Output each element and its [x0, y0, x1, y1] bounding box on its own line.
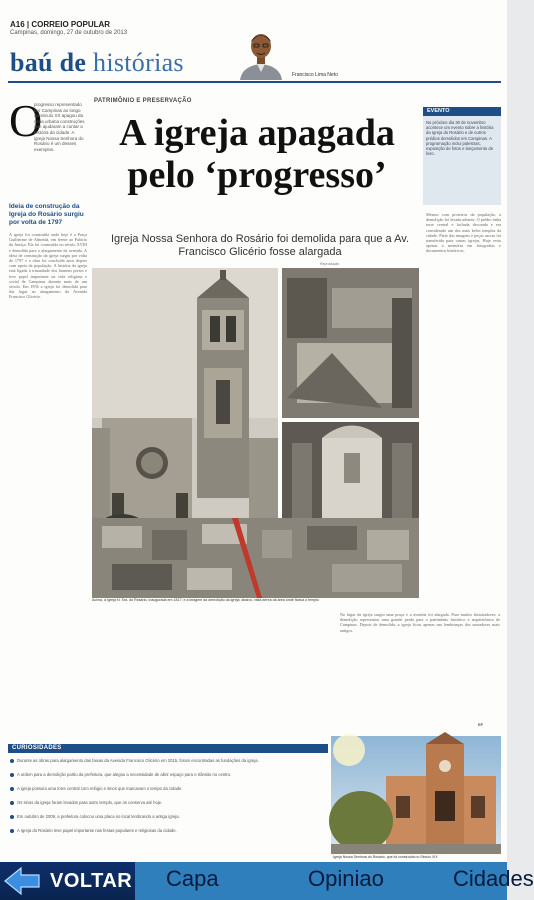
page-tag: EF: [478, 722, 484, 727]
article-column-2: Mesmo com protestos da população, a demolição foi levada adiante. O prédio tinha torre central e fachada decorada e era considerado um dos mais belos templos da cidade. Parte das imagens e peças sacras foi transferida para outras igrejas. Hoje resta apenas a memória em fotografias e documentos históricos.: [426, 212, 501, 254]
curiosidades-list: [10, 758, 328, 842]
aerial-photo: [92, 518, 419, 598]
back-arrow-icon[interactable]: [3, 866, 41, 896]
church-color-photo: [331, 736, 501, 854]
curiosidade-item: Em outubro de 2009, a prefeitura colocou uma placa no local lembrando a antiga igreja.: [10, 814, 328, 824]
masthead-rule: [8, 81, 501, 83]
author-portrait: [236, 26, 286, 80]
author-name: Francisco Lima Neto: [292, 72, 338, 78]
article-headline: [92, 112, 422, 196]
section-title-bold: baú de: [10, 48, 87, 77]
article-column-3: No lugar da igreja surgiu uma praça e a avenida foi alargada. Para muitos historiadores, a demolição representou uma grande perda para o patrimônio histórico e arquitetônico de Campinas. Depois de demolida, a igreja ficou apenas nas lembranças dos moradores mais antigos.: [340, 612, 500, 633]
column-subtitle: Ideia de construção da Igreja do Rosário surgiu por volta de 1797: [9, 203, 84, 226]
curiosidade-item: A igreja possuía uma torre central com relógio e sinos que marcavam o tempo da cidade.: [10, 786, 328, 796]
curiosidade-item: A Igreja do Rosário teve papel importante nas festas populares e religiosas da cidade.: [10, 828, 328, 838]
historical-photos: [92, 268, 419, 598]
article-kicker: PATRIMÔNIO E PRESERVAÇÃO: [94, 98, 192, 104]
article-column-1: A igreja foi construída onde hoje é a Praça Guilherme de Almeida, em frente ao Palácio da Justiça. Ela foi construída no século XVIII e demolida para o alargamento da avenida. A ideia de construção da igreja surgiu por volta de 1797 e a obra foi concluída anos depois com apoio da população. A história da igreja está ligada à irmandade dos homens pretos e teve papel importante na vida religiosa e social de Campinas durante mais de um século. Em 1956 a igreja foi demolida para dar lugar ao alargamento da Avenida Francisco Glicério.: [9, 232, 87, 300]
curiosidade-item: Os sinos da igreja foram levados para outro templo, que os conserva até hoje.: [10, 800, 328, 810]
bottom-photo-caption: Igreja Nossa Senhora do Rosário, que foi construída no Século XIX: [333, 855, 438, 859]
back-button-label[interactable]: VOLTAR: [50, 870, 133, 892]
curiosidades-label: CURIOSIDADES: [12, 745, 62, 751]
nav-item-cidades[interactable]: Cidades: [453, 866, 534, 891]
headline-line-2: pelo ‘progresso’: [127, 154, 387, 196]
nav-item-opiniao[interactable]: Opiniao: [308, 866, 384, 891]
section-title-light: histórias: [93, 48, 184, 77]
page-folio: [10, 20, 127, 36]
page-number: A16 | CORREIO POPULAR: [10, 20, 111, 29]
article-subhead: Igreja Nossa Senhora do Rosário foi demolida para que a Av. Francisco Glicério fosse alargada: [111, 233, 409, 258]
evento-text: No próximo dia 30 de novembro acontece um evento sobre a história da Igreja do Rosário e de outros prédios demolidos em Campinas. A programação inclui palestras, exposição de fotos e lançamento de livro.: [426, 120, 494, 157]
photo-caption: Acima, a Igreja N. Sra. do Rosário, inaugurada em 1817; e a imagem da demolição da igreja; abaixo, vista aérea da área onde ficava o templo: [92, 598, 319, 602]
drop-cap: O: [9, 95, 43, 146]
photo-credit: Reprodução: [320, 262, 340, 266]
headline-line-1: A igreja apagada: [119, 112, 395, 154]
nav-item-capa[interactable]: Capa: [166, 866, 219, 891]
interior-photo: [282, 422, 419, 532]
page-date: Campinas, domingo, 27 de outubro de 2013: [10, 30, 128, 36]
section-title: [10, 48, 184, 78]
curiosidade-item: Durante as obras para alargamento das faixas da Avenida Francisco Glicério em 2015, foram encontradas as fundações da igreja.: [10, 758, 328, 768]
curiosidade-item: A ordem para a demolição partiu da prefeitura, que alegou a necessidade de abrir espaço para o trânsito no centro.: [10, 772, 328, 782]
demolition-photo: [282, 268, 419, 418]
evento-label: EVENTO: [423, 107, 501, 116]
article-intro: progresso representado por Campinas ao longo do século XX apagou da cena urbana construções que ajudaram a contar a história da cidade. A igreja Nossa Senhora do Rosário é um desses exemplos.: [34, 102, 85, 152]
